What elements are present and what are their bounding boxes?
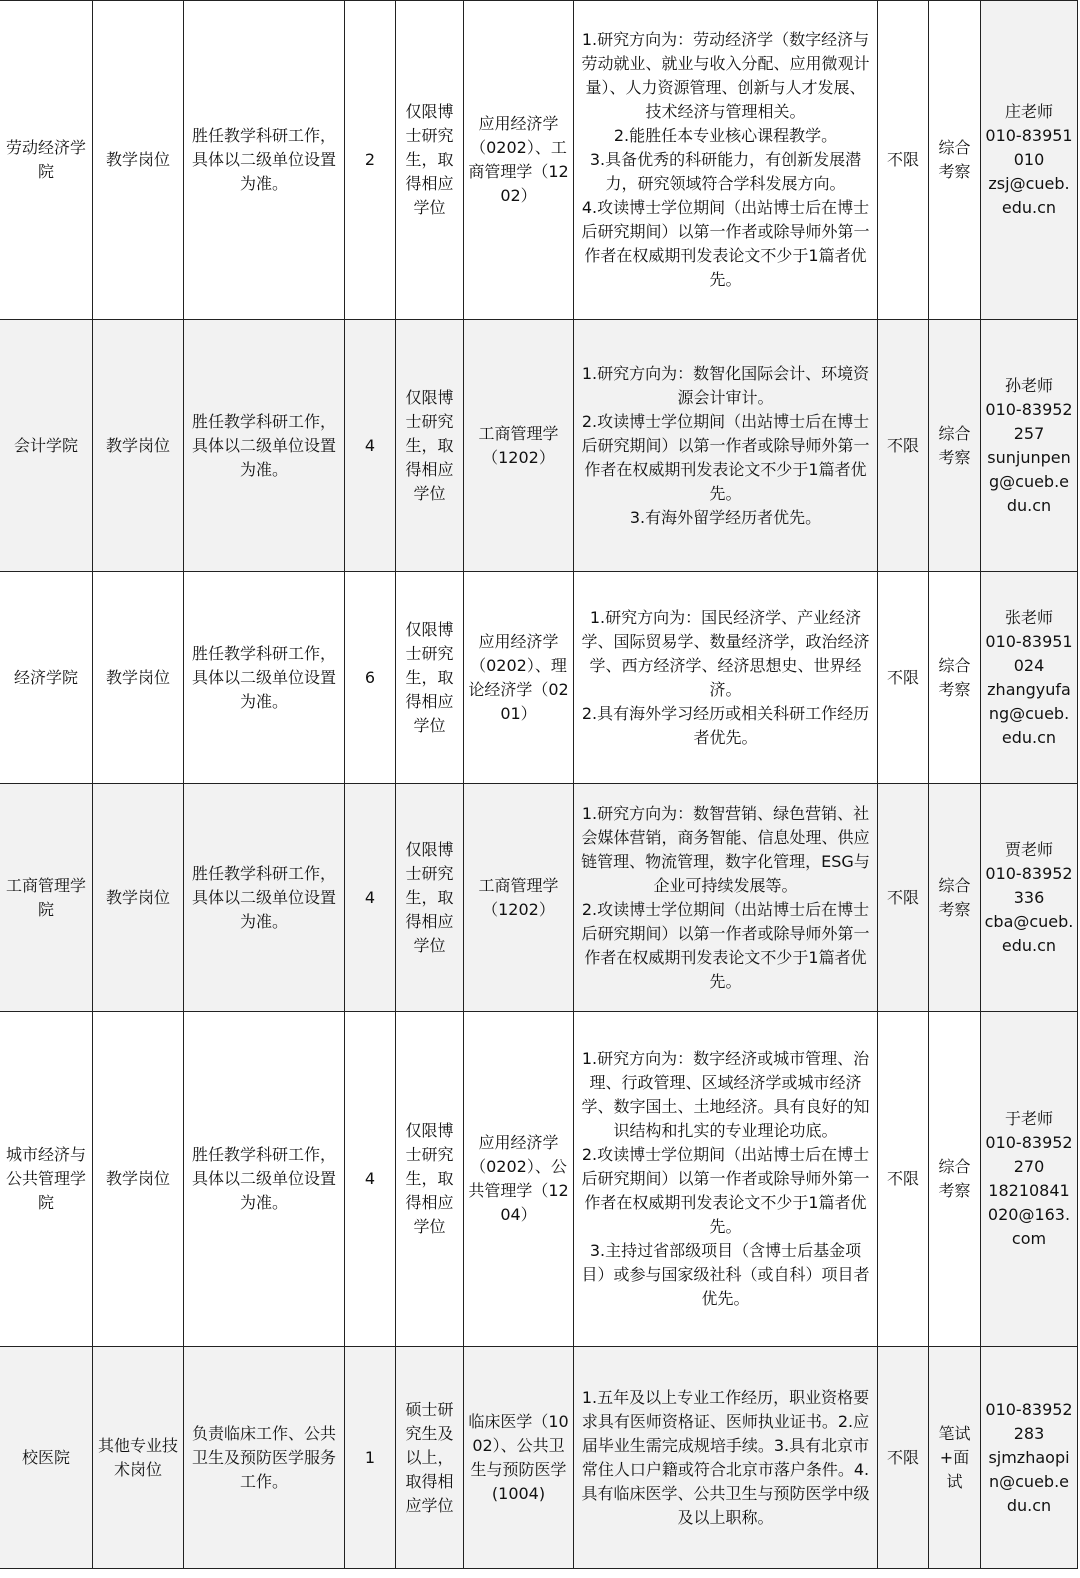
requirements-cell [574,572,878,784]
table-row [0,572,1078,784]
requirements-cell [574,1347,878,1569]
requirement-item: 1.研究方向为：国民经济学、产业经济学、国际贸易学、数量经济学，政治经济学、西方经济学、经济思想史、世界经济。 [581,607,870,699]
requirement-item: 1.五年及以上专业工作经历，职业资格要求具有医师资格证、医师执业证书。2.应届毕业生需完成规培手续。3.具有北京市常住人口户籍或符合北京市落户条件。4.具有临床医学、公共卫生与预防医学中级及以上职称。 [581,1387,870,1527]
contact-phone: 010-83952283 [985,1399,1073,1443]
table-row [0,320,1078,572]
requirement-item: 1.研究方向为：劳动经济学（数字经济与劳动就业、就业与收入分配、应用微观计量）、人力资源管理、创新与人才发展、技术经济与管理相关。 [581,30,870,121]
requirement-item: 3.有海外留学经历者优先。 [629,507,822,527]
requirement-item: 3.主持过省部级项目（含博士后基金项目）或参与国家级社科（或自科）项目者优先。 [581,1241,870,1308]
duty-cell: 胜任教学科研工作，具体以二级单位设置为准。 [184,784,345,1012]
requirement-item: 3.具备优秀的科研能力，有创新发展潜力，研究领域符合学科发展方向。 [589,150,862,193]
duty-cell: 胜任教学科研工作，具体以二级单位设置为准。 [184,1012,345,1347]
dept-cell: 校医院 [0,1347,93,1569]
contact-email: cba@cueb.edu.cn [984,911,1074,955]
headcount-cell: 2 [345,1,396,320]
requirements-cell [574,1012,878,1347]
table-row [0,784,1078,1012]
contact-cell [981,1012,1078,1347]
contact-name: 于老师 [1004,1109,1053,1128]
position-type-cell: 教学岗位 [93,320,184,572]
age-cell: 不限 [878,1347,929,1569]
contact-cell [981,1,1078,320]
contact-cell [981,572,1078,784]
education-cell: 仅限博士研究生，取得相应学位 [396,1,464,320]
duty-cell: 胜任教学科研工作，具体以二级单位设置为准。 [184,572,345,784]
major-cell: 工商管理学（1202） [464,320,574,572]
requirement-item: 2.攻读博士学位期间（出站博士后在博士后研究期间）以第一作者或除导师外第一作者在权威期刊发表论文不少于1篇者优先。 [581,1145,870,1236]
contact-name: 张老师 [1004,607,1053,627]
major-cell: 应用经济学（0202）、公共管理学（1204） [464,1012,574,1347]
contact-cell [981,1347,1078,1569]
contact-name: 庄老师 [1004,102,1053,121]
requirement-item: 1.研究方向为：数字经济或城市管理、治理、行政管理、区域经济学或城市经济学、数字国土、土地经济。具有良好的知识结构和扎实的专业理论功底。 [581,1049,870,1140]
age-cell: 不限 [878,784,929,1012]
table-row [0,1012,1078,1347]
requirement-item: 1.研究方向为：数智化国际会计、环境资源会计审计。 [581,363,870,407]
education-cell: 仅限博士研究生，取得相应学位 [396,1012,464,1347]
major-cell: 临床医学（1002）、公共卫生与预防医学(1004) [464,1347,574,1569]
contact-email: sjmzhaopin@cueb.edu.cn [988,1447,1070,1515]
contact-phone: 010-83951010 [985,126,1073,169]
dept-cell: 会计学院 [0,320,93,572]
requirements-cell [574,1,878,320]
education-cell: 硕士研究生及以上，取得相应学位 [396,1347,464,1569]
requirement-item: 2.攻读博士学位期间（出站博士后在博士后研究期间）以第一作者或除导师外第一作者在权威期刊发表论文不少于1篇者优先。 [581,899,870,991]
headcount-cell: 4 [345,320,396,572]
duty-cell: 胜任教学科研工作，具体以二级单位设置为准。 [184,320,345,572]
age-cell: 不限 [878,1012,929,1347]
contact-phone: 010-83952270 [985,1133,1073,1176]
position-type-cell: 教学岗位 [93,572,184,784]
contact-email: zhangyufang@cueb.edu.cn [987,679,1071,747]
method-cell: 笔试+面试 [929,1347,981,1569]
dept-cell: 经济学院 [0,572,93,784]
major-cell: 应用经济学（0202）、工商管理学（1202） [464,1,574,320]
table-row [0,1,1078,320]
education-cell: 仅限博士研究生，取得相应学位 [396,320,464,572]
contact-email: sunjunpeng@cueb.edu.cn [987,447,1071,515]
major-cell: 工商管理学（1202） [464,784,574,1012]
requirement-item: 1.研究方向为：数智营销、绿色营销、社会媒体营销，商务智能、信息处理、供应链管理、物流管理，数字化管理，ESG与企业可持续发展等。 [581,803,870,895]
position-type-cell: 教学岗位 [93,784,184,1012]
dept-cell: 城市经济与公共管理学院 [0,1012,93,1347]
position-type-cell: 其他专业技术岗位 [93,1347,184,1569]
position-type-cell: 教学岗位 [93,1012,184,1347]
contact-name: 贾老师 [1004,839,1053,859]
method-cell: 综合考察 [929,1,981,320]
education-cell: 仅限博士研究生，取得相应学位 [396,784,464,1012]
table-row [0,1347,1078,1569]
dept-cell: 劳动经济学院 [0,1,93,320]
duty-cell: 胜任教学科研工作，具体以二级单位设置为准。 [184,1,345,320]
table-body [0,1,1078,1569]
headcount-cell: 1 [345,1347,396,1569]
contact-phone: 010-83952257 [985,399,1073,443]
headcount-cell: 4 [345,1012,396,1347]
requirements-cell [574,320,878,572]
dept-cell: 工商管理学院 [0,784,93,1012]
headcount-cell: 4 [345,784,396,1012]
method-cell: 综合考察 [929,320,981,572]
contact-name: 孙老师 [1004,375,1053,395]
education-cell: 仅限博士研究生，取得相应学位 [396,572,464,784]
contact-email: 18210841020@163.com [987,1181,1071,1248]
contact-email: zsj@cueb.edu.cn [988,174,1070,217]
method-cell: 综合考察 [929,1012,981,1347]
requirement-item: 2.能胜任本专业核心课程教学。 [613,126,838,145]
contact-phone: 010-83952336 [985,863,1073,907]
requirement-item: 2.具有海外学习经历或相关科研工作经历者优先。 [581,703,870,747]
method-cell: 综合考察 [929,784,981,1012]
position-type-cell: 教学岗位 [93,1,184,320]
requirement-item: 2.攻读博士学位期间（出站博士后在博士后研究期间）以第一作者或除导师外第一作者在权威期刊发表论文不少于1篇者优先。 [581,411,870,503]
contact-cell [981,784,1078,1012]
method-cell: 综合考察 [929,572,981,784]
age-cell: 不限 [878,320,929,572]
age-cell: 不限 [878,1,929,320]
contact-phone: 010-83951024 [985,631,1073,675]
requirements-cell [574,784,878,1012]
requirement-item: 4.攻读博士学位期间（出站博士后在博士后研究期间）以第一作者或除导师外第一作者在权威期刊发表论文不少于1篇者优先。 [581,198,870,289]
duty-cell: 负责临床工作、公共卫生及预防医学服务工作。 [184,1347,345,1569]
contact-cell [981,320,1078,572]
major-cell: 应用经济学（0202）、理论经济学（0201） [464,572,574,784]
age-cell: 不限 [878,572,929,784]
headcount-cell: 6 [345,572,396,784]
